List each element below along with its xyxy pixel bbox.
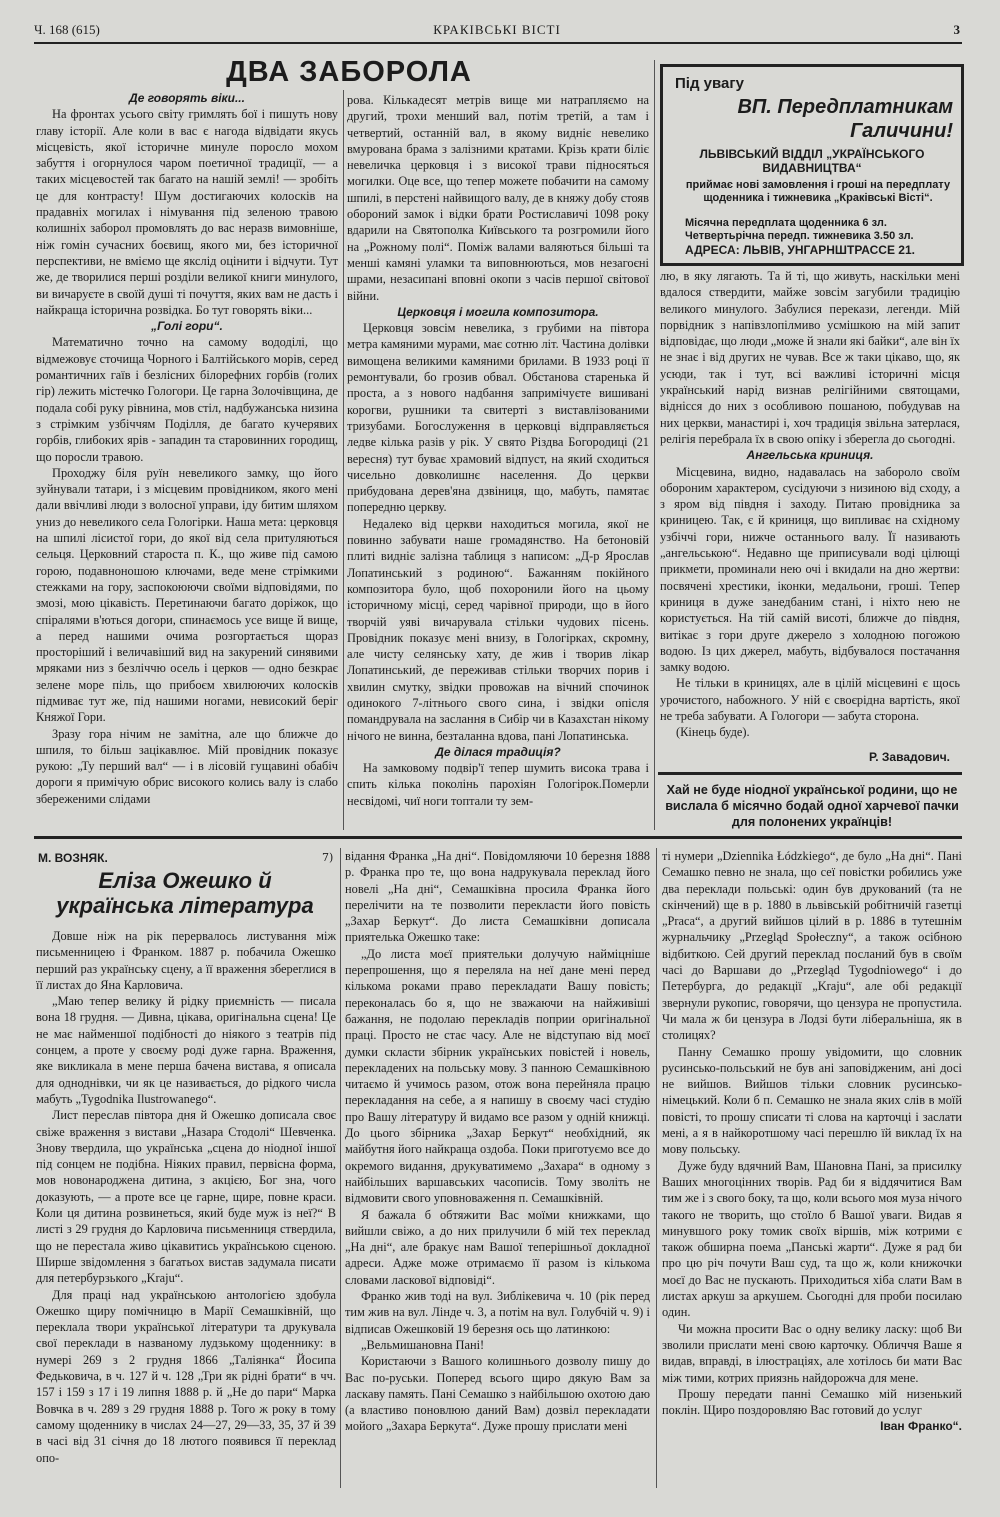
article2-author: М. ВОЗНЯК. (38, 851, 108, 865)
section-subheading: Ангельська криниця. (746, 448, 874, 463)
paragraph: Лист переслав півтора дня й Ожешко дописала своє свіже враження з вистави „Назара Стодолі“ Шевченка. Знову твердила, що українська „сцена до ніодної іншої під сонцем не подібна. Ніяких правил, первісна форма, мов новонароджена дитина, з акцією, Бог зна, чого доказують, — а проте все це гарне, щире, повне краси. Коли ця дитина розвинеться, який буде муж із неї?“ В листі з 29 грудня до Карловича письменниця ствердила, що не перестала живо цікавитись українською сценою. Ширше звідомлення з багатьох вистав задумала писати для петербурзького „Kraju“. (36, 1108, 336, 1286)
article2-part-number: 7) (322, 851, 334, 864)
article2-column-1 (36, 928, 336, 1488)
notice-heading-2: Галичини! (850, 120, 953, 142)
paragraph: Зразу гора нічим не замітна, але що ближче до шпиля, то більш зацікавлює. Мій провідник показує рукою: „Ту перший вал“ — і в лісовій гущавині обабіч дороги я примічую обрис високого колись валу із слабо збереженими слідами (36, 726, 338, 806)
column-divider (343, 90, 344, 830)
notice-heading-1: ВП. Передплатникам (737, 96, 953, 118)
header-rule (34, 42, 962, 44)
paragraph: Дуже буду вдячний Вам, Шановна Пані, за присилку Ваших многоцінних творів. Рад би я віддячитися Вам тим же і з свого боку, та що, коли всього моя муза нічого такого не творить, що стоїло б Вашої уваги. Видав я минувшого року томик своїх віршів, між котрими є також обширна поема „Панські жарти“. Дуже я рад би про цю річ почути Ваш суд, та що ж, коли книжочки моєї до Вас не пускають. Приходиться хіба слати Вам в листах аркуш за аркушем. Сьогодні для проби посилаю один. (662, 1158, 962, 1320)
paragraph: відання Франка „На дні“. Повідомляючи 10 березня 1888 р. Франка про те, що вона надрукувала переклад його новелі „На дні“, Семашківна просила Франка його перелічити на те позволити перекласти його повість „Захар Беркут“. До листа Семашківни дописала приятелька Ожешко таке: (345, 849, 650, 945)
notice-address: АДРЕСА: ЛЬВІВ, УНГАРНШТРАССЕ 21. (685, 243, 915, 257)
paragraph: „До листа моєї приятельки долучую найміцніше перепрошення, що я переляла на неї дане мені перед кількома роками право перекладати Вашу повість; переконалась бо я, що не зважаючи на найживіші бажання, не подолаю перекладів поприи оригінальної праці. Просто не стає часу. Але не відступаю від моєї думки скласти збірник українських повістей і новель, перекладених на польську мову. З панною Семашківною читаємо й учимось разом, отож вона перейняла працю перекладання на себе, а я напишу в своєму часі студію про Вашу літературу й видамо все разом у одній книжці. До цього збірника „Захар Беркут“ необхідний, як майбутня його найкраща оздоба. Поки приготуємо все до окремого видання, друкуватимемо „Захара“ в одному з найбільших варшавських часописів. Тому зволіть не відмовити свого уповноваження п. Семашківній. (345, 946, 650, 1206)
paragraph: „Маю тепер велику й рідку приємність — писала вона 18 грудня. — Дивна, цікава, оригінальна сцена! Це не має найменшої подібності до ніякого з театрів під сонцем, а проте у своєму роді дуже гарна. Враження, яке викликала в мене перша бачена вистава, я описала для одноднівки, чи як це називається, до рідкого числа мабуть „Tygodnika Ilustrowanego“. (36, 994, 336, 1106)
issue-number: Ч. 168 (615) (34, 22, 100, 37)
article2-column-2 (345, 848, 650, 1488)
notice-line: Під увагу (675, 75, 744, 92)
paragraph: Довше ніж на рік перервалось листування між письменницею і Франком. 1887 р. побачила Ожешко перший раз українську сцену, а її враження збереглися в її листах до Яна Карловича. (36, 929, 336, 992)
notice-org: ЛЬВІВСЬКИЙ ВІДДІЛ „УКРАЇНСЬКОГО ВИДАВНИЦТВА“ (699, 147, 925, 175)
notice-heading (663, 95, 953, 143)
paragraph: Франко жив тоді на вул. Зиблікевича ч. 10 (рік перед тим жив на вул. Лінде ч. 3, а потім на вул. Голубчій ч. 9) і відписав Ожешковій 19 березня ось що латинкою: (345, 1289, 650, 1336)
paragraph: Проходжу біля руїн невеликого замку, що його зуйнували татари, і з місцевим провідником, якого мені дали ввічливі люди з волосної управи, іду битим шляхом униз до невеликого села Гологірки. Наша мета: церковця на шпилі лісистої гори, до якої від села притуляються сельця. Церковний староста п. К., що живе під самою горою, подавноношою ключами, веде мене стрімкими стежками на гору, заспокоюючи своїми відповідями, по змозі, мою цікавість. Перетинаючи багато доріжок, що спіралями в'ються догори, спинаємось усе вище й вище, а перед нашими очима розгортається щораз просторіший і величавіший вид на закурений синявими мряками низ з безліччю осель і церков — одно безкрає зелене море піль, що прибоєм хвилюючих колосків підмиває тут же, під нашими ногами, невисокий беріг Княжої Гори. (36, 465, 338, 725)
newspaper-name: КРАКІВСЬКІ ВІСТІ (433, 22, 561, 37)
column-divider (340, 848, 341, 1488)
paragraph: лю, в яку лягають. Та й ті, що живуть, наскільки мені вдалося ствердити, майже зовсім загубили традицію великого минулого. Забулися перекази, легенди. Мій порвідник з напівзлопілмиво усмішкою на мій запит відповідає, що люди „може й знали які байки“, але він їх не знає і від других не чував. Все ж таки цікаво, що, як усюди, так і тут, всі важливі історичні місця український нарід визнав релігійними святощами, віднісся до них з особливою пошаною, побудував на них церкви, манастирі і, хоч традиція звільна затерлася, релігія перебрала їх в свою опіку і зберегла до сьогодні. (660, 269, 960, 446)
appeal-text: Хай не буде ніодної української родини, що не вислала б місячно бодай одної харчевої пачки для полонених українців! (665, 783, 959, 829)
paragraph: Я бажала б обтяжити Вас моїми книжками, що вийшли свіжо, а до них прилучили б мій тех переклад „На дні“, але бракує нам Вашої теперішньої докладної адреси. Адже може отримаємо її разом із кількома словами ласкової відповіді“. (345, 1207, 650, 1287)
column-divider (656, 848, 657, 1488)
paragraph: На замковому подвір'ї тепер шумить висока трава і спить кілька поколінь парохіян Гологірок.Померли несвідомі, чиї ноги топтали ту зем- (347, 761, 649, 808)
paragraph: Чи можна просити Вас о одну велику ласку: щоб Ви зволили прислати мені свою карточку. Обличчя Ваше я видав, вправді, в ілюстраціях, але хотілось би мати Вас між тими, котрих приязнь найдорожча для мене. (662, 1321, 962, 1385)
page-number: 3 (953, 22, 960, 37)
article1-title: ДВА ЗАБОРОЛА (226, 56, 472, 88)
appeal-rule (658, 772, 962, 775)
paragraph: Місцевина, видно, надавалась на заборолo своїм обороним характером, сусідуючи з низиною від сходу, а з яром від півдня і заходу. Питаю провідника за криницею. Так, є й криниця, що випливає на східному узбіччі гори, нижче останнього валу. Її називають „ангельською“. Недавно ще приписували воді цілющі прикмети, проминали нею очі і вкидали на дно жертви: посвячені хрестики, іконки, медальони, гроші. Тепер криниця в дуже занедбаним стані, і ніхто нею не користується. На тій самій висоті, ближче до півдня, витікає з гори друге джерело з холодною погожою водою. Із цих джерел, мабуть, відбувалося постачання замку водою. (660, 464, 960, 675)
column-divider (654, 60, 655, 830)
article1-author: Р. Завадович. (869, 750, 950, 764)
article2-column-3 (662, 848, 962, 1488)
paragraph: На фронтах усього світу гримлять бої і пишуть нову главу історії. Але коли в вас є нагода відвідати якусь місцевість, якої історичне минуле поросло мохом забуття і огорнулося чаром поетичної традиції, — а таких місцевостей так багато на нашій землі! — зробіть це для контрасту! Шум достигаючих колосків на прадавніх могилах і німування під зеленою травою колишніх заборол промовлять до вас неразв вимовніше, ніж гомін сучасних боєвищ, якого ми, без історичної перспективи, не вміємо ще якслід оцінити і відчути. Тут же, де творилися перші розділи великої книги минулого, ви вичаруєте в своїй душі ті почуття, яких вам не дасть і найкраща історична розвідка. Бо тут говорять віки... (36, 107, 338, 317)
notice-price-weekly: Четвертьрічна передп. тижневика 3.50 зл. (685, 230, 914, 242)
paragraph: „Вельмишановна Пані! (361, 1337, 485, 1352)
article2-title: Еліза Ожешко й українська література (56, 868, 314, 918)
article1-column-1 (36, 90, 338, 840)
section-subheading: Церковця і могила композитора. (397, 304, 599, 319)
letter-signature: Іван Франко“. (880, 1419, 962, 1434)
section-subheading: „Голі гори“. (151, 319, 223, 334)
article1-column-2 (347, 92, 649, 830)
notice-price-daily: Місячна передплата щоденника 6 зл. (685, 217, 887, 229)
paragraph: Користаючи з Вашого колишнього дозволу пишу до Вас по-руськи. Поперед всього щиро дякую Вам за ласкаву память. Пані Семашко з найбільшою охотою даю (а властиво поновлюю даний Вам) дозвіл перекладати мойого „Захара Беркута“. Дуже прошу прислати мені (345, 1354, 650, 1434)
section-subheading: Де говорять віки... (129, 91, 245, 105)
paragraph: Прошу передати панні Семашко мій низенький поклін. Щиро поздоровляю Вас готовий до услуг (662, 1386, 962, 1418)
paragraph: (Кінець буде). (676, 725, 750, 740)
subscription-notice (660, 64, 964, 266)
article1-column-3 (660, 268, 960, 768)
notice-prices (685, 217, 951, 243)
section-subheading: Де ділася традиція? (435, 744, 561, 759)
notice-text: приймає нові замовлення і гроші на передплату щоденника і тижневика „Краківські Вісті“. (685, 179, 951, 204)
paragraph: Церковця зовсім невелика, з грубими на півтора метра камяними мурами, має сотню літ. Частина долівки вимощена великими камяними брилами. В 1933 році її ремонтували, бо грозив обвал. Обстанова старенька й проста, а з нового надбання запримічуєте вишивані корогви, рушники та свитерті з виставлізованими тризубами. Богослуження в церковці відправляється ледве кілька разів у рік. У свято Різдва Богородиці (21 вересня) тут буває храмовий відпуст, на який сходиться чисельно довколишнє населення. До церкви прибудована дерев'яна дзвіниця, що, мабуть, памятає попередню церкву. (347, 321, 649, 515)
paragraph: Математично точно на самому вододілі, що відмежовує сточища Чорного і Балтійського морів, серед романтичних гаїв і безлісних білорефних горбів (голих гір) лежить містечко Гологори. Це гарна Золочівщина, де подала собі руку рівнина, мов стіл, надбужанська низина з стрімким узбіччям Поділля, де багато кучерявих горбів, глибоких ярів - западин та старовинних городищ, що поросли травою. (36, 335, 338, 464)
paragraph: Для праці над українською антологією здобула Ожешко щиру помічницю в Марії Семашківній, що переклала твори української літератури та друкувала свої переклади в названому лудзькому щоденнику: в нумері 269 з 2 грудня 1866 „Таліянка“ Йосипа Федьковича, в ч. 127 й ч. 128 „Три як рідні брати“ в чч. 157 і 159 з 17 і 19 липня 1888 р. й „Не до пари“ Марка Вовчка в ч. 289 з 29 грудня 1888 р. Того ж року в тому самому щоденнику в числах 24—27, 29—33, 35, 37 й 39 в часі від 31 січня до 18 лютого появився її переклад опо- (36, 1287, 336, 1465)
paragraph: Не тільки в криницях, але в цілій місцевині є щось урочистого, набожного. У ній є своєрідна вартість, якої не треба забувати. А Гологори — забута сторона. (660, 676, 960, 724)
paragraph: ті нумери „Dziennika Łódzkiego“, де було „На дні“. Пані Семашко певно не знала, що сеї повістки робились уже два переклади польські: один був друкований (та не скінчений) ще в р. 1880 в львівській робітничій газетці „Praca“, а другий вийшов цілий в р. 1886 в тутешнім журнальчику „Przegląd Społeczny“, а також осібною відбиткою. Сей другий переклад посланий був в своїм часі до Варшави до „Przegląd Tygodniowego“ і до Петербурга, до редакції „Kraju“, але обі редакції звернули рукопис, говорячи, що цензура не пропустила. Чи мала ж би цензура в Лодзі бути ліберальніша, як в столицях? (662, 849, 962, 1043)
section-rule (34, 836, 962, 839)
paragraph: Недалеко від церкви находиться могила, якої не повинно забувати наше громадянство. На бетоновій плиті видніє залізна таблиця з написом: „Д-р Ярослав Лопатинський з родиною“. Бажанням покійного композитора було, щоб похоронили його на цьому історичному місці, серед чарівної природи, що в його творчій уяві вичарувала стільки чудових пісень. Провідник показує мені внизу, в Гологірках, скромну, але чисту селянську хату, де жив і творив лікар Лопатинський, де переживав стільки творчих порив і хвилин смутку, звідки провожав на вічний спочинок одинокого 7-літнього свого сина, і звідки опісля помандрувала на заслання в Сибір чи в Казахстан нікому нічого не винна, безталанна вдова, пані Лопатинська. (347, 516, 649, 743)
paragraph: Панну Семашко прошу увідомити, що словник русинсько-польський не був ані заповідженим, ані досі не вийшов. Вийшов тільки словник русинсько-німецький. Коли б п. Семашко не знала яких слів в моїй повісті, то прошу списати ті слова на карточці і заслати мені, а я в найкоротшому часі перешлю їй виклад їх на мову польську. (662, 1044, 962, 1157)
paragraph: рова. Кількадесят метрів вище ми натрапляємо на другий, трохи менший вал, потім третій, а там і четвертий, останній вал, в якому видніє невелико вмурована брама з залізними кратами. Крізь крати біліє невеличка церковця і з високої трави підносяться могилки. Оце все, що тепер можете побачити на самому шпилі, в перстені найвищого валу, де в княжу добу стояв обороний замок і відки брати Ростиславичі 1098 року вдарили на Святополка Київського та розгромили його на „Рожному полі“. Поміж валами валяються більші та менші камяні уламки та виповнюються, мов незагоєні шрами, незасипані вповні окопи з часів першої світової війни. (347, 93, 649, 303)
page-header (34, 22, 960, 42)
